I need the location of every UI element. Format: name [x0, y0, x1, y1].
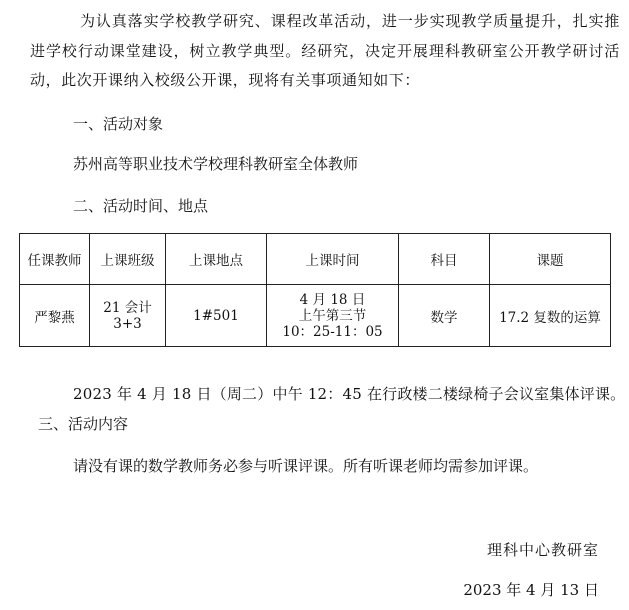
- cell-class-line: 3+3: [113, 315, 142, 332]
- schedule-table: [19, 233, 611, 347]
- header-subject: 科目: [399, 234, 490, 285]
- section-3-body: 请没有课的数学教师务必参与听课评课。所有听课老师均需参加评课。: [73, 457, 539, 475]
- cell-topic: 17.2 复数的运算: [490, 285, 611, 347]
- cell-time-line: 上午第三节: [298, 307, 367, 324]
- cell-time-line: 10：25-11：05: [282, 323, 383, 340]
- header-class: 上课班级: [90, 234, 166, 285]
- cell-time: [267, 285, 399, 347]
- header-time: 上课时间: [267, 234, 399, 285]
- section-1-title: 一、活动对象: [73, 115, 164, 133]
- issue-date: 2023 年 4 月 13 日: [463, 581, 599, 599]
- table-header-row: [20, 234, 611, 285]
- intro-paragraph: 为认真落实学校教学研究、课程改革活动，进一步实现教学质量提升，扎实推进学校行动课堂建设，树立教学典型。经研究，决定开展理科教研室公开教学研讨活动，此次开课纳入校级公开课，现将有关事项通知如下：: [30, 12, 620, 89]
- header-location: 上课地点: [166, 234, 267, 285]
- cell-time-line: 4 月 18 日: [299, 291, 366, 308]
- section-1-body: 苏州高等职业技术学校理科教研室全体教师: [73, 155, 359, 173]
- section-3-title: 三、活动内容: [38, 415, 129, 433]
- signature: 理科中心教研室: [486, 541, 599, 559]
- header-teacher: 任课教师: [20, 234, 90, 285]
- section-2-title: 二、活动时间、地点: [73, 197, 209, 215]
- cell-class-line: 21 会计: [103, 299, 152, 316]
- cell-teacher: 严黎燕: [20, 285, 90, 347]
- cell-class: [90, 285, 166, 347]
- evaluation-summary: 2023 年 4 月 18 日（周二）中午 12：45 在行政楼二楼绿椅子会议室集体评课。: [73, 385, 626, 403]
- cell-location: 1#501: [166, 285, 267, 347]
- cell-subject: 数学: [399, 285, 490, 347]
- header-topic: 课题: [490, 234, 611, 285]
- table-row: [20, 285, 611, 347]
